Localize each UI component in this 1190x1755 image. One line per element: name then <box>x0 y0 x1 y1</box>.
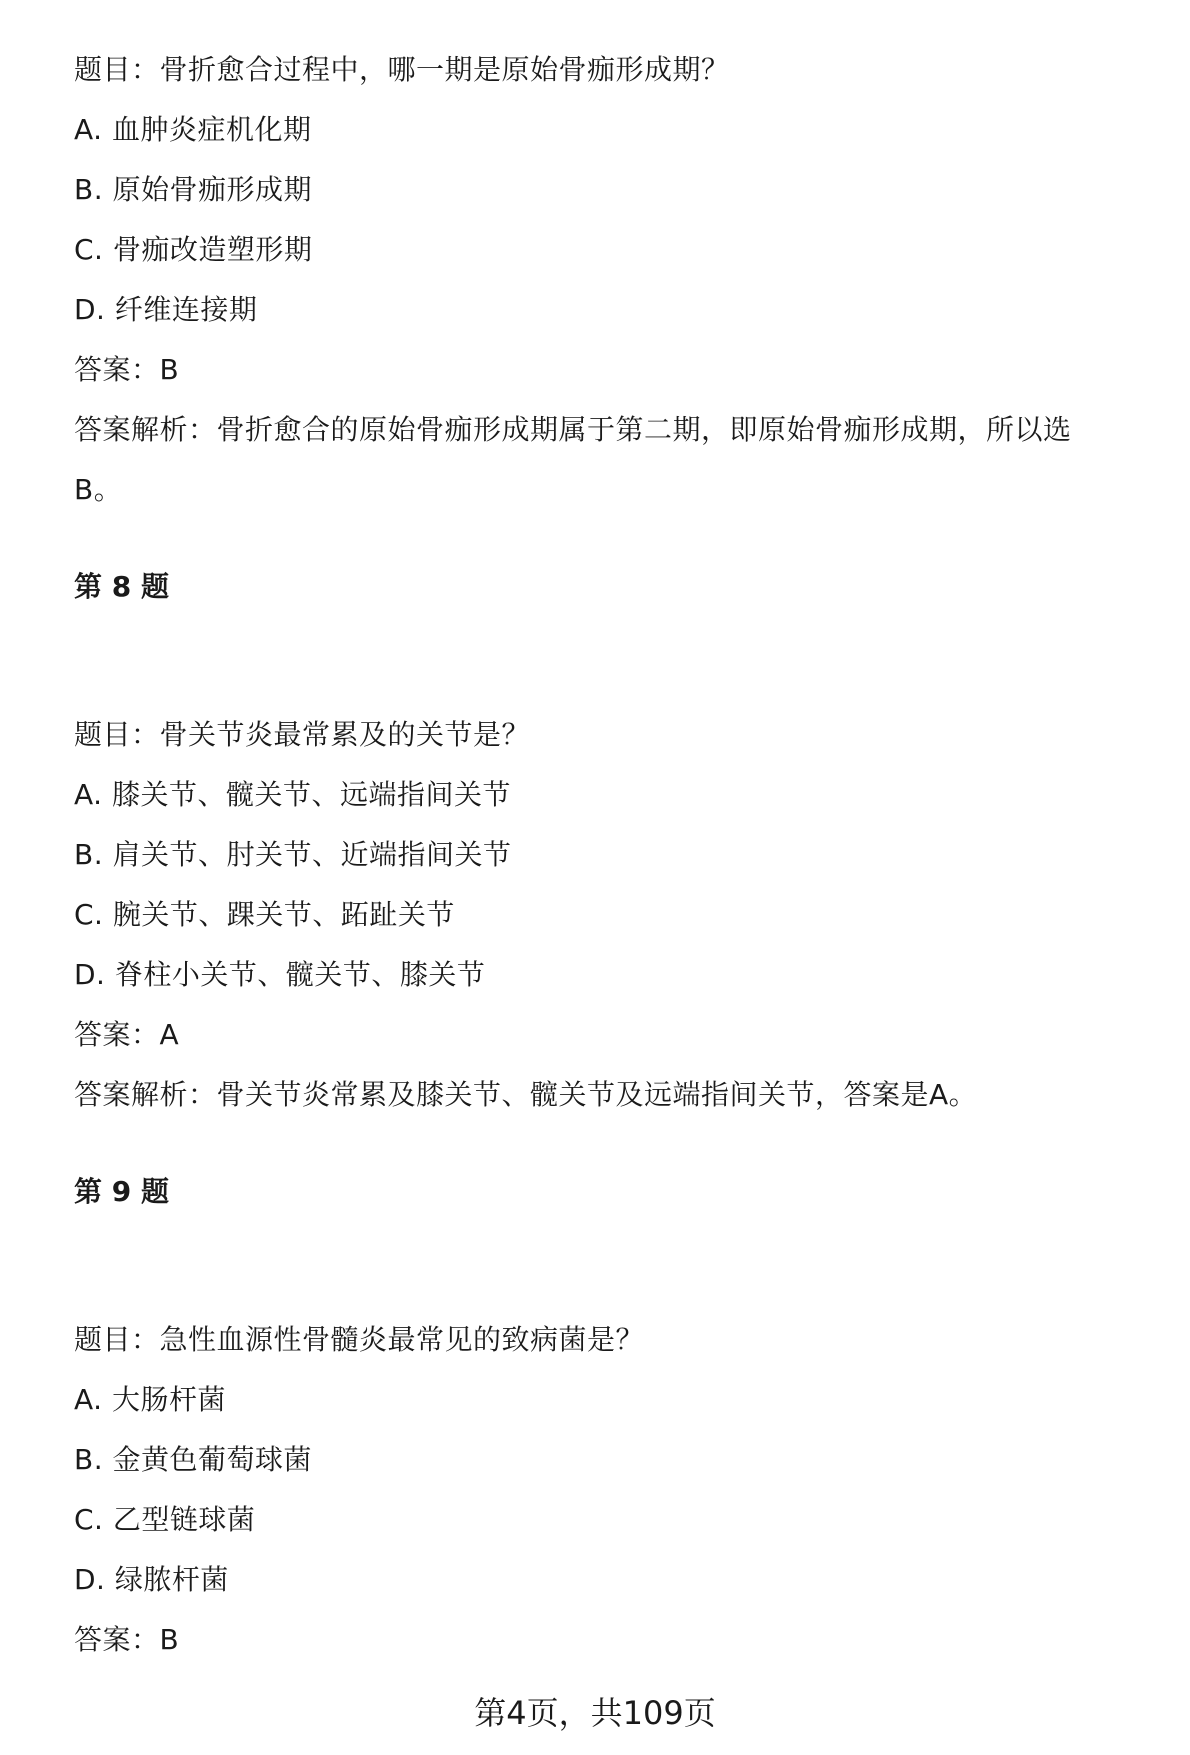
q7-answer: 答案：B <box>74 353 180 386</box>
q9-heading: 第 9 题 <box>74 1175 169 1208</box>
q9-option-a: A. 大肠杆菌 <box>74 1383 226 1416</box>
q7-question: 题目：骨折愈合过程中，哪一期是原始骨痂形成期？ <box>74 53 730 86</box>
q9-option-b: B. 金黄色葡萄球菌 <box>74 1443 313 1476</box>
q8-option-a: A. 膝关节、髋关节、远端指间关节 <box>74 778 511 811</box>
q8-option-b: B. 肩关节、肘关节、近端指间关节 <box>74 838 512 871</box>
q8-analysis: 答案解析：骨关节炎常累及膝关节、髋关节及远端指间关节，答案是A。 <box>74 1078 978 1111</box>
q9-option-c: C. 乙型链球菌 <box>74 1503 256 1536</box>
q8-option-c: C. 腕关节、踝关节、跖趾关节 <box>74 898 455 931</box>
q7-option-c: C. 骨痂改造塑形期 <box>74 233 313 266</box>
q8-question: 题目：骨关节炎最常累及的关节是？ <box>74 718 531 751</box>
q7-analysis-line2: B。 <box>74 473 123 506</box>
q8-answer: 答案：A <box>74 1018 180 1051</box>
q7-option-a: A. 血肿炎症机化期 <box>74 113 312 146</box>
q8-option-d: D. 脊柱小关节、髋关节、膝关节 <box>74 958 486 991</box>
page-indicator: 第4页，共109页 <box>474 1694 716 1732</box>
q9-answer: 答案：B <box>74 1623 180 1656</box>
q7-option-b: B. 原始骨痂形成期 <box>74 173 313 206</box>
q9-question: 题目：急性血源性骨髓炎最常见的致病菌是？ <box>74 1323 645 1356</box>
q8-heading: 第 8 题 <box>74 570 169 603</box>
q9-option-d: D. 绿脓杆菌 <box>74 1563 229 1596</box>
q7-option-d: D. 纤维连接期 <box>74 293 258 326</box>
q7-analysis-line1: 答案解析：骨折愈合的原始骨痂形成期属于第二期，即原始骨痂形成期，所以选 <box>74 413 1072 446</box>
